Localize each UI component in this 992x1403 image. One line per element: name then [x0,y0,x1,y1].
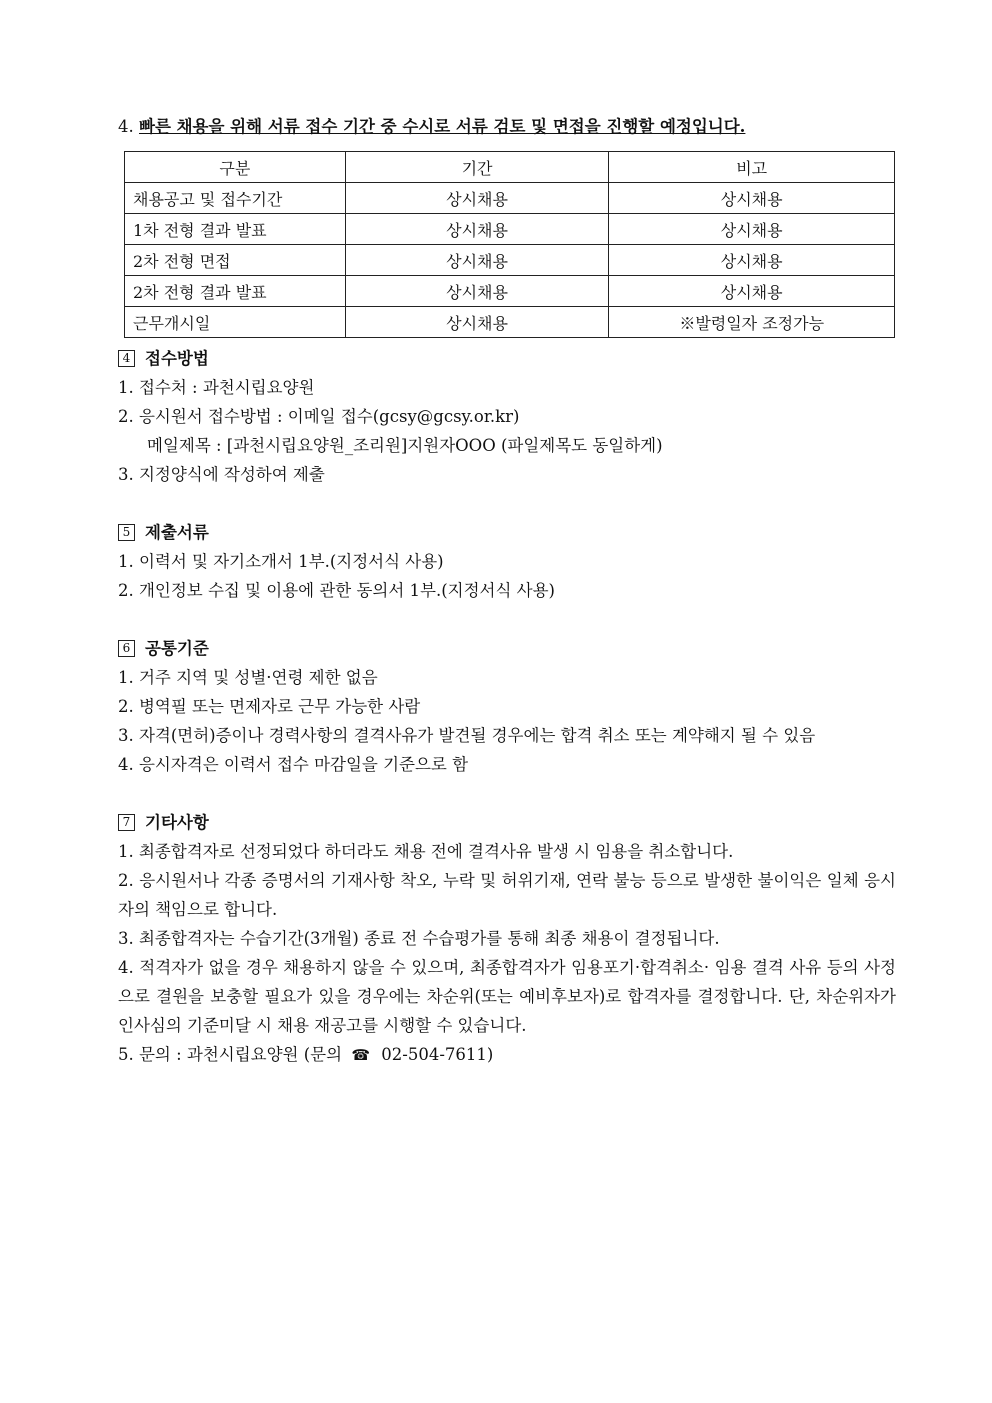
section-number-box: 5 [118,524,135,541]
table-cell: 근무개시일 [125,307,346,338]
document-page [118,112,896,1069]
list-item: 4. 응시자격은 이력서 접수 마감일을 기준으로 함 [118,755,469,774]
section-title: 공통기준 [145,639,209,658]
list-item: 1. 거주 지역 및 성별·연령 제한 없음 [118,668,378,687]
table-cell: 상시채용 [345,245,609,276]
table-row [125,245,895,276]
table-header-cell: 구분 [125,152,346,183]
list-item: 2. 응시원서 접수방법 : 이메일 접수(gcsy@gcsy.or.kr) [118,407,520,426]
list-item: 3. 최종합격자는 수습기간(3개월) 종료 전 수습평가를 통해 최종 채용이 결정됩니다. [118,929,720,948]
section-title: 제출서류 [145,523,209,542]
section-number-box: 4 [118,350,135,367]
section-heading-common-criteria [118,634,896,663]
contact-prefix: 5. 문의 : 과천시립요양원 (문의 [118,1045,343,1064]
list-item: 1. 이력서 및 자기소개서 1부.(지정서식 사용) [118,552,444,571]
intro-text: 빠른 채용을 위해 서류 접수 기간 중 수시로 서류 검토 및 면접을 진행할 예정입니다. [139,117,746,136]
list-item: 메일제목 : [과천시립요양원_조리원]지원자OOO (파일제목도 동일하게) [147,436,663,455]
section-title: 접수방법 [145,349,209,368]
table-cell: 채용공고 및 접수기간 [125,183,346,214]
intro-line [118,112,896,141]
table-header-cell: 기간 [345,152,609,183]
table-cell: 2차 전형 면접 [125,245,346,276]
table-cell: ※발령일자 조정가능 [609,307,895,338]
section-heading-reception [118,344,896,373]
section-heading-documents [118,518,896,547]
table-cell: 상시채용 [345,214,609,245]
table-row [125,276,895,307]
table-cell: 1차 전형 결과 발표 [125,214,346,245]
section-heading-other [118,808,896,837]
table-cell: 상시채용 [345,183,609,214]
section-number-box: 6 [118,640,135,657]
table-cell: 상시채용 [609,183,895,214]
telephone-icon: ☎ [351,1046,370,1064]
section-number-box: 7 [118,814,135,831]
list-item: 2. 병역필 또는 면제자로 근무 가능한 사람 [118,697,421,716]
table-cell: 상시채용 [609,276,895,307]
list-item: 1. 최종합격자로 선정되었다 하더라도 채용 전에 결격사유 발생 시 임용을 취소합니다. [118,842,734,861]
table-cell: 상시채용 [345,276,609,307]
list-item: 1. 접수처 : 과천시립요양원 [118,378,315,397]
table-row [125,307,895,338]
table-cell: 상시채용 [609,245,895,276]
list-item: 3. 지정양식에 작성하여 제출 [118,465,325,484]
table-row [125,183,895,214]
intro-number: 4. [118,117,134,136]
table-cell: 상시채용 [609,214,895,245]
table-header-row [125,152,895,183]
table-cell: 상시채용 [345,307,609,338]
list-item: 3. 자격(면허)증이나 경력사항의 결격사유가 발견될 경우에는 합격 취소 또는 계약해지 될 수 있음 [118,726,816,745]
section-title: 기타사항 [145,813,209,832]
contact-line [118,1040,896,1069]
list-item: 2. 응시원서나 각종 증명서의 기재사항 착오, 누락 및 허위기재, 연락 불능 등으로 발생한 불이익은 일체 응시자의 책임으로 합니다. [118,871,896,919]
list-item: 4. 적격자가 없을 경우 채용하지 않을 수 있으며, 최종합격자가 임용포기·합격취소· 임용 결격 사유 등의 사정으로 결원을 보충할 필요가 있을 경우에는 차순위(또는 예비후보자)로 합격자를 결정합니다. 단, 차순위자가 인사심의 기준미달 시 채용 재공고를 시행할 수 있습니다. [118,958,896,1035]
schedule-table [124,151,895,338]
table-cell: 2차 전형 결과 발표 [125,276,346,307]
list-item: 2. 개인정보 수집 및 이용에 관한 동의서 1부.(지정서식 사용) [118,581,555,600]
contact-phone: 02-504-7611) [381,1045,494,1064]
table-row [125,214,895,245]
table-header-cell: 비고 [609,152,895,183]
